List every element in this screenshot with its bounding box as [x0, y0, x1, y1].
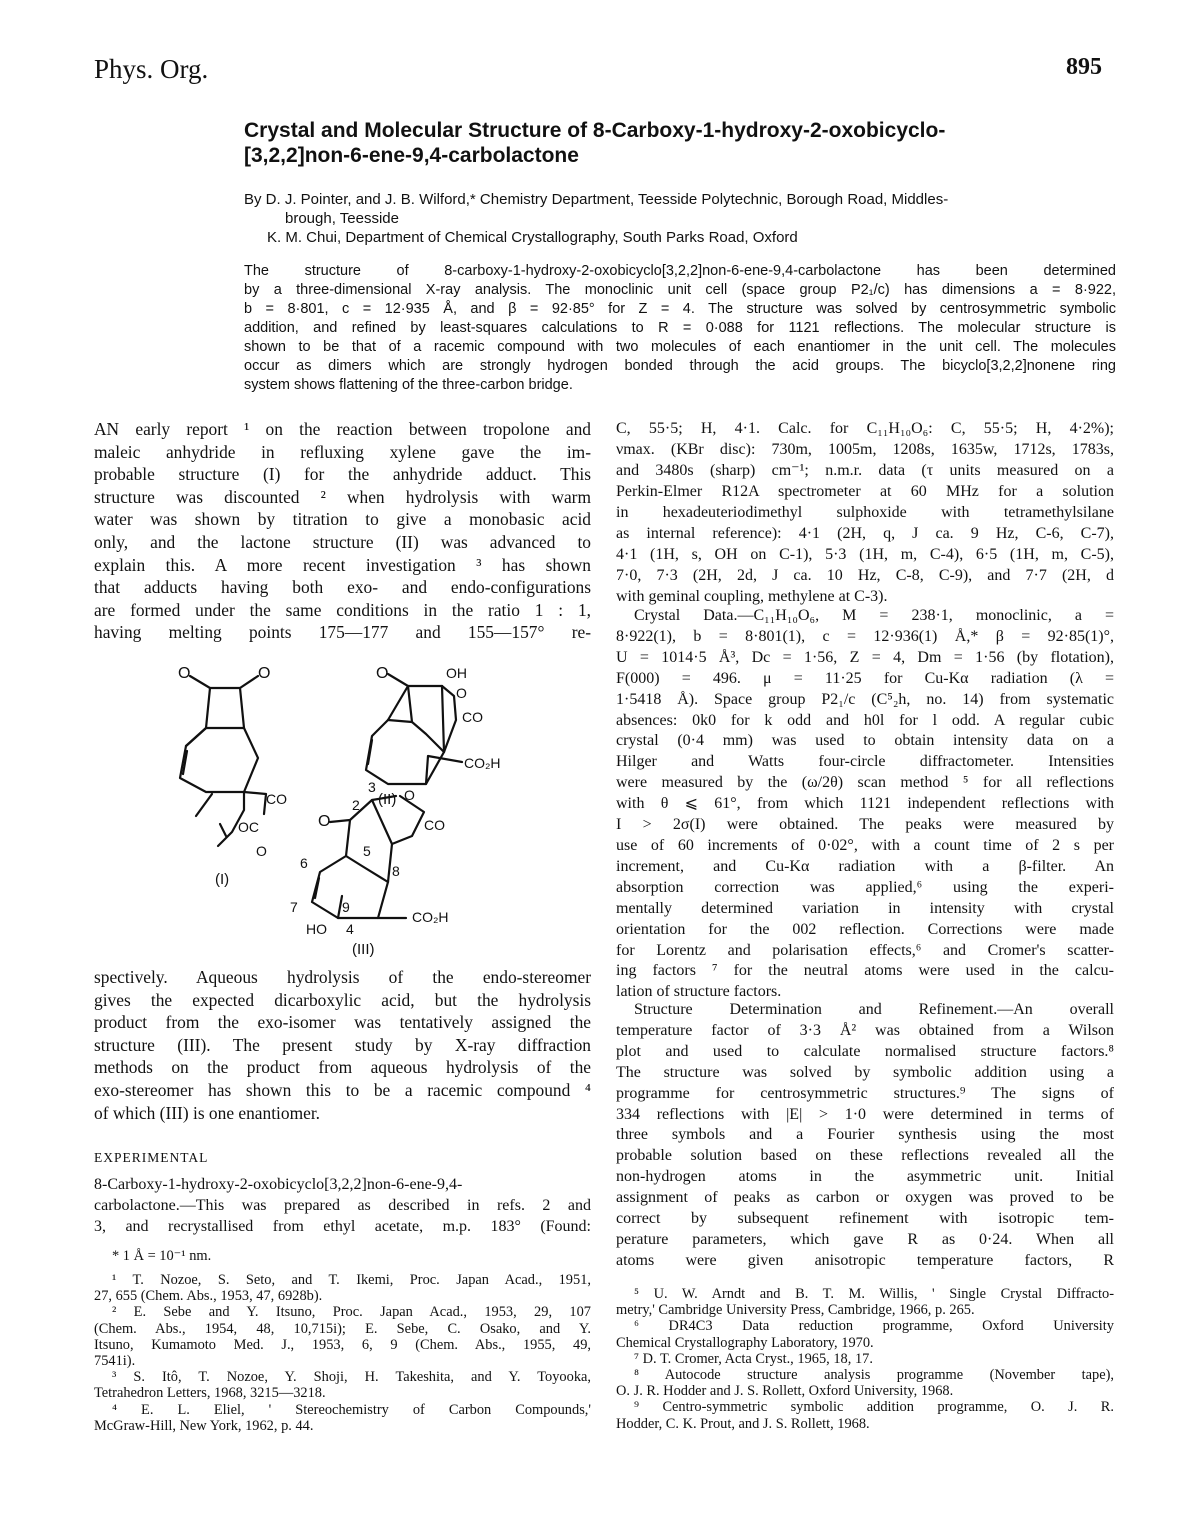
article-title — [244, 118, 1124, 168]
body-line: and 3480s (sharp) cm⁻¹; n.m.r. data (τ units measured on a — [616, 462, 1114, 479]
crystal-data-paragraph — [616, 606, 1114, 1003]
structure-ii — [366, 674, 462, 784]
body-line: that adducts having both exo- and endo-configurations — [94, 577, 591, 598]
body-line: perature parameters, which gave R as 0·24. When all — [616, 1230, 1114, 1248]
analysis-paragraph — [616, 418, 1114, 607]
atom-label: OC — [238, 819, 259, 835]
body-line: absorption correction was applied,⁶ using the experi- — [616, 878, 1114, 896]
footnote-line: Hodder, C. K. Prout, and J. S. Rollett, 1968. — [616, 1415, 870, 1432]
footnotes-left — [94, 1272, 591, 1434]
footnote-star — [112, 1248, 412, 1264]
body-line: plot and used to calculate normalised structure factors.⁸ — [616, 1042, 1114, 1060]
atom-label: CO₂H — [412, 909, 449, 925]
footnote-line: 7541i). — [94, 1353, 136, 1370]
body-line: 3, and recrystallised from ethyl acetate, m.p. 183° (Found: — [94, 1218, 591, 1235]
atom-number: 5 — [363, 843, 371, 859]
atom-label: CO — [266, 791, 287, 807]
body-line: C, 55·5; H, 4·1. Calc. for C₁₁H₁₀O₆: C, 55·5; H, 4·2%); — [616, 420, 1114, 437]
body-line: Crystal Data.—C₁₁H₁₀O₆, M = 238·1, monoclinic, a = — [634, 607, 1114, 624]
body-line: 8-Carboxy-1-hydroxy-2-oxobicyclo[3,2,2]non-6-ene-9,4- — [94, 1176, 463, 1193]
footnote-line: O. J. R. Hodder and J. S. Rollett, Oxford University, 1968. — [616, 1383, 954, 1400]
body-line: 8·922(1), b = 8·801(1), c = 12·936(1) Å,* β = 92·85(1)°, — [616, 627, 1114, 645]
body-line: The structure was solved by symbolic addition using a — [616, 1063, 1114, 1081]
body-line: as internal reference): 4·1 (2H, q, J ca. 9 Hz, C-6, C-7), — [616, 525, 1114, 542]
body-line: lation of structure factors. — [616, 983, 782, 1001]
footnote-line: Chemical Crystallography Laboratory, 1970. — [616, 1334, 874, 1351]
abstract-line: addition, and refined by least-squares calculations to R = 0·088 for 1121 reflections. The molecular structure is — [244, 320, 1116, 336]
body-line: methods on the product from aqueous hydrolysis of the — [94, 1057, 591, 1078]
body-line: F(000) = 496. μ = 11·25 for Cu-Kα radiation (λ = — [616, 669, 1114, 687]
footnote-line: 27, 655 (Chem. Abs., 1953, 47, 6928b). — [94, 1288, 323, 1305]
body-line: 1·5418 Å). Space group P2₁/c (C⁵₂h, no. 14) from systematic — [616, 690, 1114, 708]
body-line: 334 reflections with |E| > 1·0 were determined in terms of — [616, 1105, 1114, 1123]
atom-label: O — [256, 843, 267, 859]
body-line: programme for centrosymmetric structures.⁹ The signs of — [616, 1084, 1114, 1102]
atom-label: O — [376, 665, 389, 682]
footnote-line: ⁴ E. L. Eliel, ' Stereochemistry of Carbon Compounds,' — [112, 1401, 591, 1418]
footnote-line: (Chem. Abs., 1954, 48, 10,715i); E. Sebe, C. Osako, and Y. — [94, 1320, 591, 1337]
structure-determination-paragraph — [616, 1000, 1114, 1272]
body-line: U = 1014·5 Å³, Dc = 1·56, Z = 4, Dm = 1·56 (by flotation), — [616, 648, 1114, 666]
body-line: probable solution based on these reflections revealed all the — [616, 1147, 1114, 1165]
atom-number: 4 — [346, 921, 354, 937]
body-line: structure was discounted ² when hydrolysis with warm — [94, 486, 591, 507]
intro-paragraph-continued — [94, 966, 591, 1124]
body-line: for Lorentz and polarisation effects,⁶ and Cromer's scatter- — [616, 941, 1114, 959]
byline-line: brough, Teesside — [285, 210, 399, 227]
body-line: gives the expected dicarboxylic acid, but the hydrolysis — [94, 989, 591, 1010]
body-line: spectively. Aqueous hydrolysis of the endo-stereomer — [94, 967, 591, 987]
abstract-line: occur as dimers which are strongly hydrogen bonded through the acid groups. The bicyclo[3,2,2]nonene ring — [244, 358, 1116, 374]
structure-label-iii: (III) — [352, 941, 375, 958]
body-line: structure (III). The present study by X-ray diffraction — [94, 1034, 591, 1055]
body-line: assignment of peaks as carbon or oxygen was proved to be — [616, 1189, 1114, 1207]
atom-label: CO — [424, 817, 445, 833]
body-line: of which (III) is one enantiomer. — [94, 1102, 321, 1123]
body-line: exo-stereomer has shown this to be a racemic compound ⁴ — [94, 1079, 591, 1100]
atom-number: 2 — [352, 797, 360, 813]
footnote-line: ⁵ U. W. Arndt and B. T. M. Willis, ' Single Crystal Diffracto- — [634, 1286, 1114, 1302]
body-line: I > 2σ(I) were obtained. The peaks were measured by — [616, 816, 1114, 834]
footnote-line: Itsuno, Kumamoto Med. J., 1953, 6, 9 (Chem. Abs., 1955, 49, — [94, 1336, 591, 1353]
atom-label: CO — [462, 709, 483, 725]
atom-number: 3 — [368, 779, 376, 795]
abstract-line: b = 8·801, c = 12·935 Å, and β = 92·85° for Z = 4. The structure was solved by centrosymmetric symbolic — [244, 301, 1116, 317]
body-line: 7·0, 7·3 (2H, 2d, J ca. 10 Hz, C-8, C-9), and 7·7 (2H, d — [616, 567, 1114, 584]
section-heading: EXPERIMENTAL — [94, 1150, 209, 1165]
atom-label: OH — [446, 665, 467, 681]
body-line: product from the exo-isomer was tentatively assigned the — [94, 1012, 591, 1033]
body-line: ing factors ⁷ for the neutral atoms were used in the calcu- — [616, 962, 1114, 980]
footnote-line: McGraw-Hill, New York, 1962, p. 44. — [94, 1417, 314, 1434]
atom-number: 9 — [342, 899, 350, 915]
title-line: Crystal and Molecular Structure of 8-Carboxy-1-hydroxy-2-oxobicyclo- — [244, 119, 946, 142]
body-line: absences: 0k0 for k odd and h0l for l odd. A regular cubic — [616, 711, 1114, 729]
atom-number: 6 — [300, 855, 308, 871]
chemical-structures-figure — [160, 660, 530, 960]
body-line: maleic anhydride in refluxing xylene gave the im- — [94, 441, 591, 462]
body-line: with geminal coupling, methylene at C-3). — [616, 588, 888, 605]
byline — [244, 190, 1124, 247]
body-line: mentally determined variation in intensity with crystal — [616, 899, 1114, 917]
body-line: atoms were given anisotropic temperature factors, R — [616, 1251, 1114, 1269]
body-line: use of 60 increments of 0·02°, with a count time of 2 s per — [616, 836, 1114, 854]
atom-label: O — [258, 665, 271, 682]
body-line: orientation for the 002 reflection. Corrections were made — [616, 920, 1114, 938]
footnote-line: ³ S. Itô, T. Nozoe, Y. Shoji, H. Takeshita, and Y. Toyooka, — [112, 1369, 591, 1386]
abstract — [244, 262, 1116, 395]
footnote-line: ⁸ Autocode structure analysis programme (November tape), — [634, 1367, 1114, 1384]
atom-label: O — [404, 787, 415, 803]
abstract-line: shown to be that of a racemic compound with two molecules of each enantiomer in the unit cell. The molecules — [244, 339, 1116, 355]
abstract-line: system shows flattening of the three-carbon bridge. — [244, 377, 573, 393]
intro-paragraph — [94, 418, 591, 644]
footnote-line: ¹ T. Nozoe, S. Seto, and T. Ikemi, Proc. Japan Acad., 1951, — [112, 1272, 591, 1288]
atom-label: HO — [306, 921, 327, 937]
atom-label: CO₂H — [464, 755, 501, 771]
body-line: three symbols and a Fourier synthesis using the most — [616, 1126, 1114, 1144]
body-line: carbolactone.—This was prepared as described in refs. 2 and — [94, 1197, 591, 1214]
body-line: increment, and Cu-Kα radiation with a β-filter. An — [616, 857, 1114, 875]
body-line: with θ ⩽ 61°, from which 1121 independent reflections with — [616, 795, 1114, 813]
footnote-line: metry,' Cambridge University Press, Cambridge, 1966, p. 265. — [616, 1302, 975, 1319]
footnote-line: ² E. Sebe and Y. Itsuno, Proc. Japan Acad., 1953, 29, 107 — [112, 1304, 591, 1321]
body-line: 4·1 (1H, s, OH on C-1), 5·3 (1H, m, C-4), 6·5 (1H, m, C-5), — [616, 546, 1114, 563]
footnote-line: ⁶ DR4C3 Data reduction programme, Oxford University — [634, 1318, 1114, 1335]
body-line: correct by subsequent refinement with isotropic tem- — [616, 1210, 1114, 1228]
experimental-paragraph — [94, 1174, 591, 1237]
byline-line: K. M. Chui, Department of Chemical Crystallography, South Parks Road, Oxford — [267, 229, 798, 246]
body-line: probable structure (I) for the anhydride adduct. This — [94, 464, 591, 485]
body-line: Perkin-Elmer R12A spectrometer at 60 MHz for a solution — [616, 483, 1114, 500]
body-line: Hilger and Watts four-circle diffractometer. Intensities — [616, 753, 1114, 771]
body-line: non-hydrogen atoms in the asymmetric unit. Initial — [616, 1168, 1114, 1186]
footnote-line: ⁷ D. T. Cromer, Acta Cryst., 1965, 18, 17. — [634, 1350, 873, 1367]
body-line: only, and the lactone structure (II) was advanced to — [94, 531, 591, 552]
footnote-line: * 1 Å = 10⁻¹ nm. — [112, 1248, 212, 1264]
atom-label: O — [456, 685, 467, 701]
footnote-line: ⁹ Centro-symmetric symbolic addition programme, O. J. R. — [634, 1399, 1114, 1416]
body-line: water was shown by titration to give a monobasic acid — [94, 509, 591, 530]
atom-number: 7 — [290, 899, 298, 915]
atom-label: O — [178, 665, 191, 682]
body-line: νmax. (KBr disc): 730m, 1005m, 1208s, 1635w, 1712s, 1783s, — [616, 441, 1114, 458]
abstract-line: by a three-dimensional X-ray analysis. The monoclinic unit cell (space group P2₁/c) has dimensions a = 8·922, — [244, 282, 1116, 298]
body-line: AN early report ¹ on the reaction between tropolone and — [94, 419, 591, 439]
body-line: in hexadeuteriodimethyl sulphoxide with tetramethylsilane — [616, 504, 1114, 521]
abstract-line: The structure of 8-carboxy-1-hydroxy-2-oxobicyclo[3,2,2]non-6-ene-9,4-carbolactone has been determined — [244, 263, 1116, 279]
body-line: having melting points 175—177 and 155—157° re- — [94, 622, 591, 643]
body-line: temperature factor of 3·3 Å² was obtained from a Wilson — [616, 1021, 1114, 1039]
body-line: are formed under the same conditions in the ratio 1 : 1, — [94, 599, 591, 620]
footnote-line: Tetrahedron Letters, 1968, 3215—3218. — [94, 1385, 326, 1402]
atom-number: 8 — [392, 863, 400, 879]
body-line: were measured by the (ω/2θ) scan method ⁵ for all reflections — [616, 774, 1114, 792]
title-line: [3,2,2]non-6-ene-9,4-carbolactone — [244, 144, 579, 167]
footnotes-right — [616, 1286, 1114, 1432]
body-line: Structure Determination and Refinement.—An overall — [634, 1001, 1114, 1018]
page-number: 895 — [1066, 54, 1102, 80]
structure-label-ii: (II) — [378, 791, 397, 808]
byline-line: By D. J. Pointer, and J. B. Wilford,* Chemistry Department, Teesside Polytechnic, Borough Road, Middles- — [244, 191, 949, 208]
body-line: crystal (0·4 mm) was used to obtain intensity data on a — [616, 732, 1114, 750]
atom-label: O — [318, 813, 331, 830]
structure-label-i: (I) — [215, 871, 230, 888]
journal-name: Phys. Org. — [94, 54, 209, 84]
body-line: explain this. A more recent investigation ³ has shown — [94, 554, 591, 575]
